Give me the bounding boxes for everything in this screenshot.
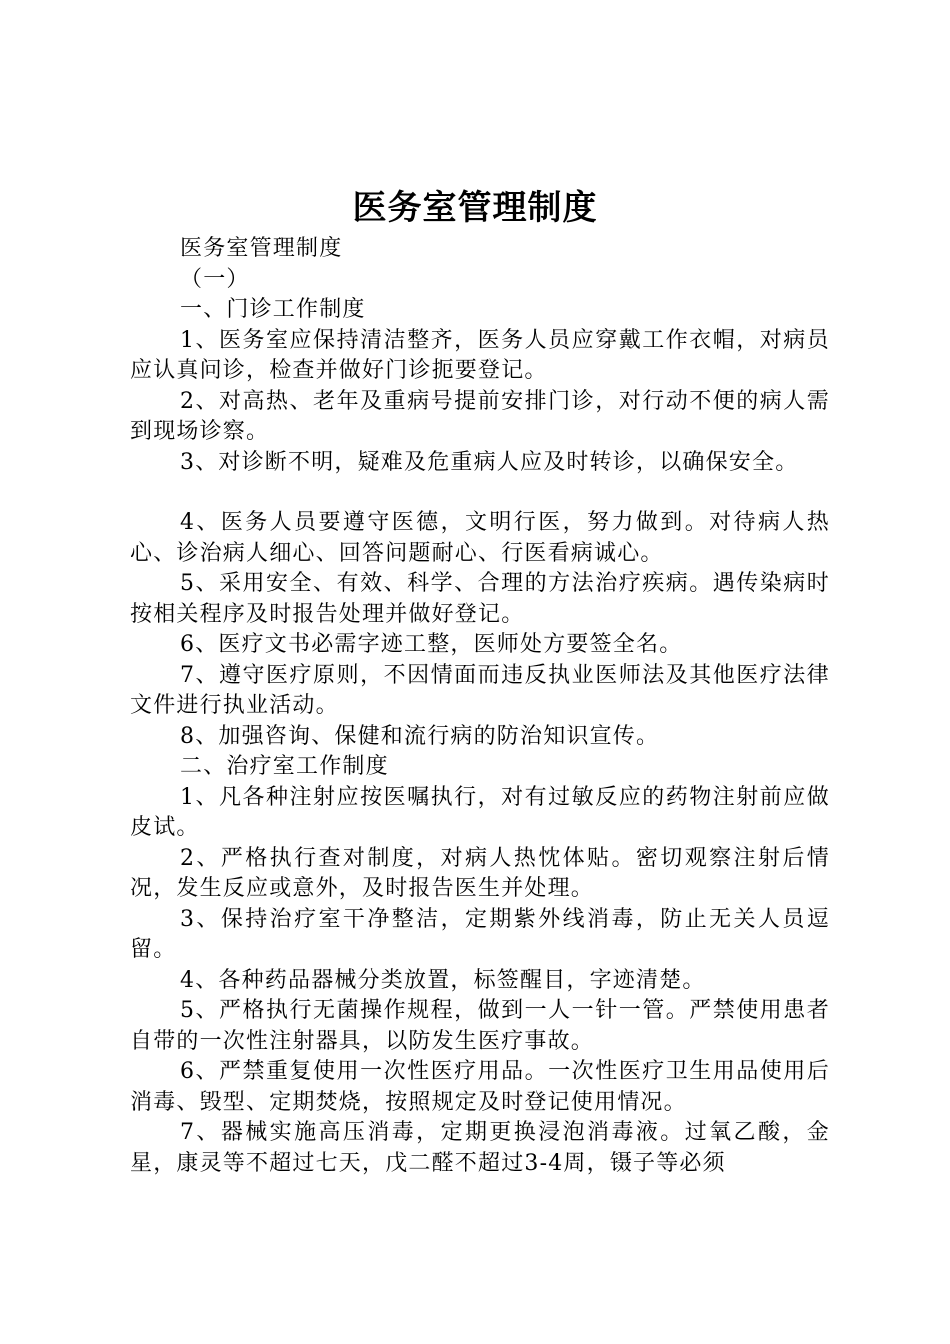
treatment-rule-4: 4、各种药品器械分类放置，标签醒目，字迹清楚。 [180,967,706,993]
treatment-rule-3: 3、保持治疗室干净整洁，定期紫外线消毒，防止无关人员逗留。 [130,906,830,962]
treatment-rule-6: 6、严禁重复使用一次性医疗用品。一次性医疗卫生用品使用后消毒、毁型、定期焚烧，按照规定及时登记使用情况。 [130,1059,830,1115]
outpatient-rule-6: 6、医疗文书必需字迹工整，医师处方要签全名。 [180,632,683,657]
treatment-rule-5: 5、严格执行无菌操作规程，做到一人一针一管。严禁使用患者自带的一次性注射器具，以防发生医疗事故。 [130,998,830,1054]
outpatient-rule-5: 5、采用安全、有效、科学、合理的方法治疗疾病。遇传染病时按相关程序及时报告处理并做好登记。 [130,571,830,627]
paragraph-subtitle: 医务室管理制度 [180,236,343,261]
blank-line [130,478,830,508]
outpatient-rule-1: 1、医务室应保持清洁整齐，医务人员应穿戴工作衣帽，对病员应认真问诊，检查并做好门诊扼要登记。 [130,327,830,383]
outpatient-rule-4: 4、医务人员要遵守医德，文明行医，努力做到。对待病人热心、诊治病人细心、回答问题耐心、行医看病诚心。 [130,510,830,566]
document-title: 医务室管理制度 [352,188,598,228]
treatment-rule-1: 1、凡各种注射应按医嘱执行，对有过敏反应的药物注射前应做皮试。 [130,784,830,840]
heading-treatment-room-rules: 二、治疗室工作制度 [180,754,389,779]
document-body [130,234,830,1179]
outpatient-rule-2: 2、对高热、老年及重病号提前安排门诊，对行动不便的病人需到现场诊察。 [130,388,830,444]
outpatient-rule-7: 7、遵守医疗原则，不因情面而违反执业医师法及其他医疗法律文件进行执业活动。 [130,662,830,718]
paragraph-section-number: （一） [180,266,250,292]
outpatient-rule-3: 3、对诊断不明，疑难及危重病人应及时转诊，以确保安全。 [180,449,799,475]
outpatient-rule-8: 8、加强咨询、保健和流行病的防治知识宣传。 [180,723,660,749]
heading-outpatient-rules: 一、门诊工作制度 [180,297,366,322]
treatment-rule-2: 2、严格执行查对制度，对病人热忱体贴。密切观察注射后情况，发生反应或意外，及时报告医生并处理。 [130,845,830,901]
treatment-rule-7: 7、器械实施高压消毒，定期更换浸泡消毒液。过氧乙酸，金星，康灵等不超过七天，戊二醛不超过3-4周，镊子等必须 [130,1120,830,1176]
